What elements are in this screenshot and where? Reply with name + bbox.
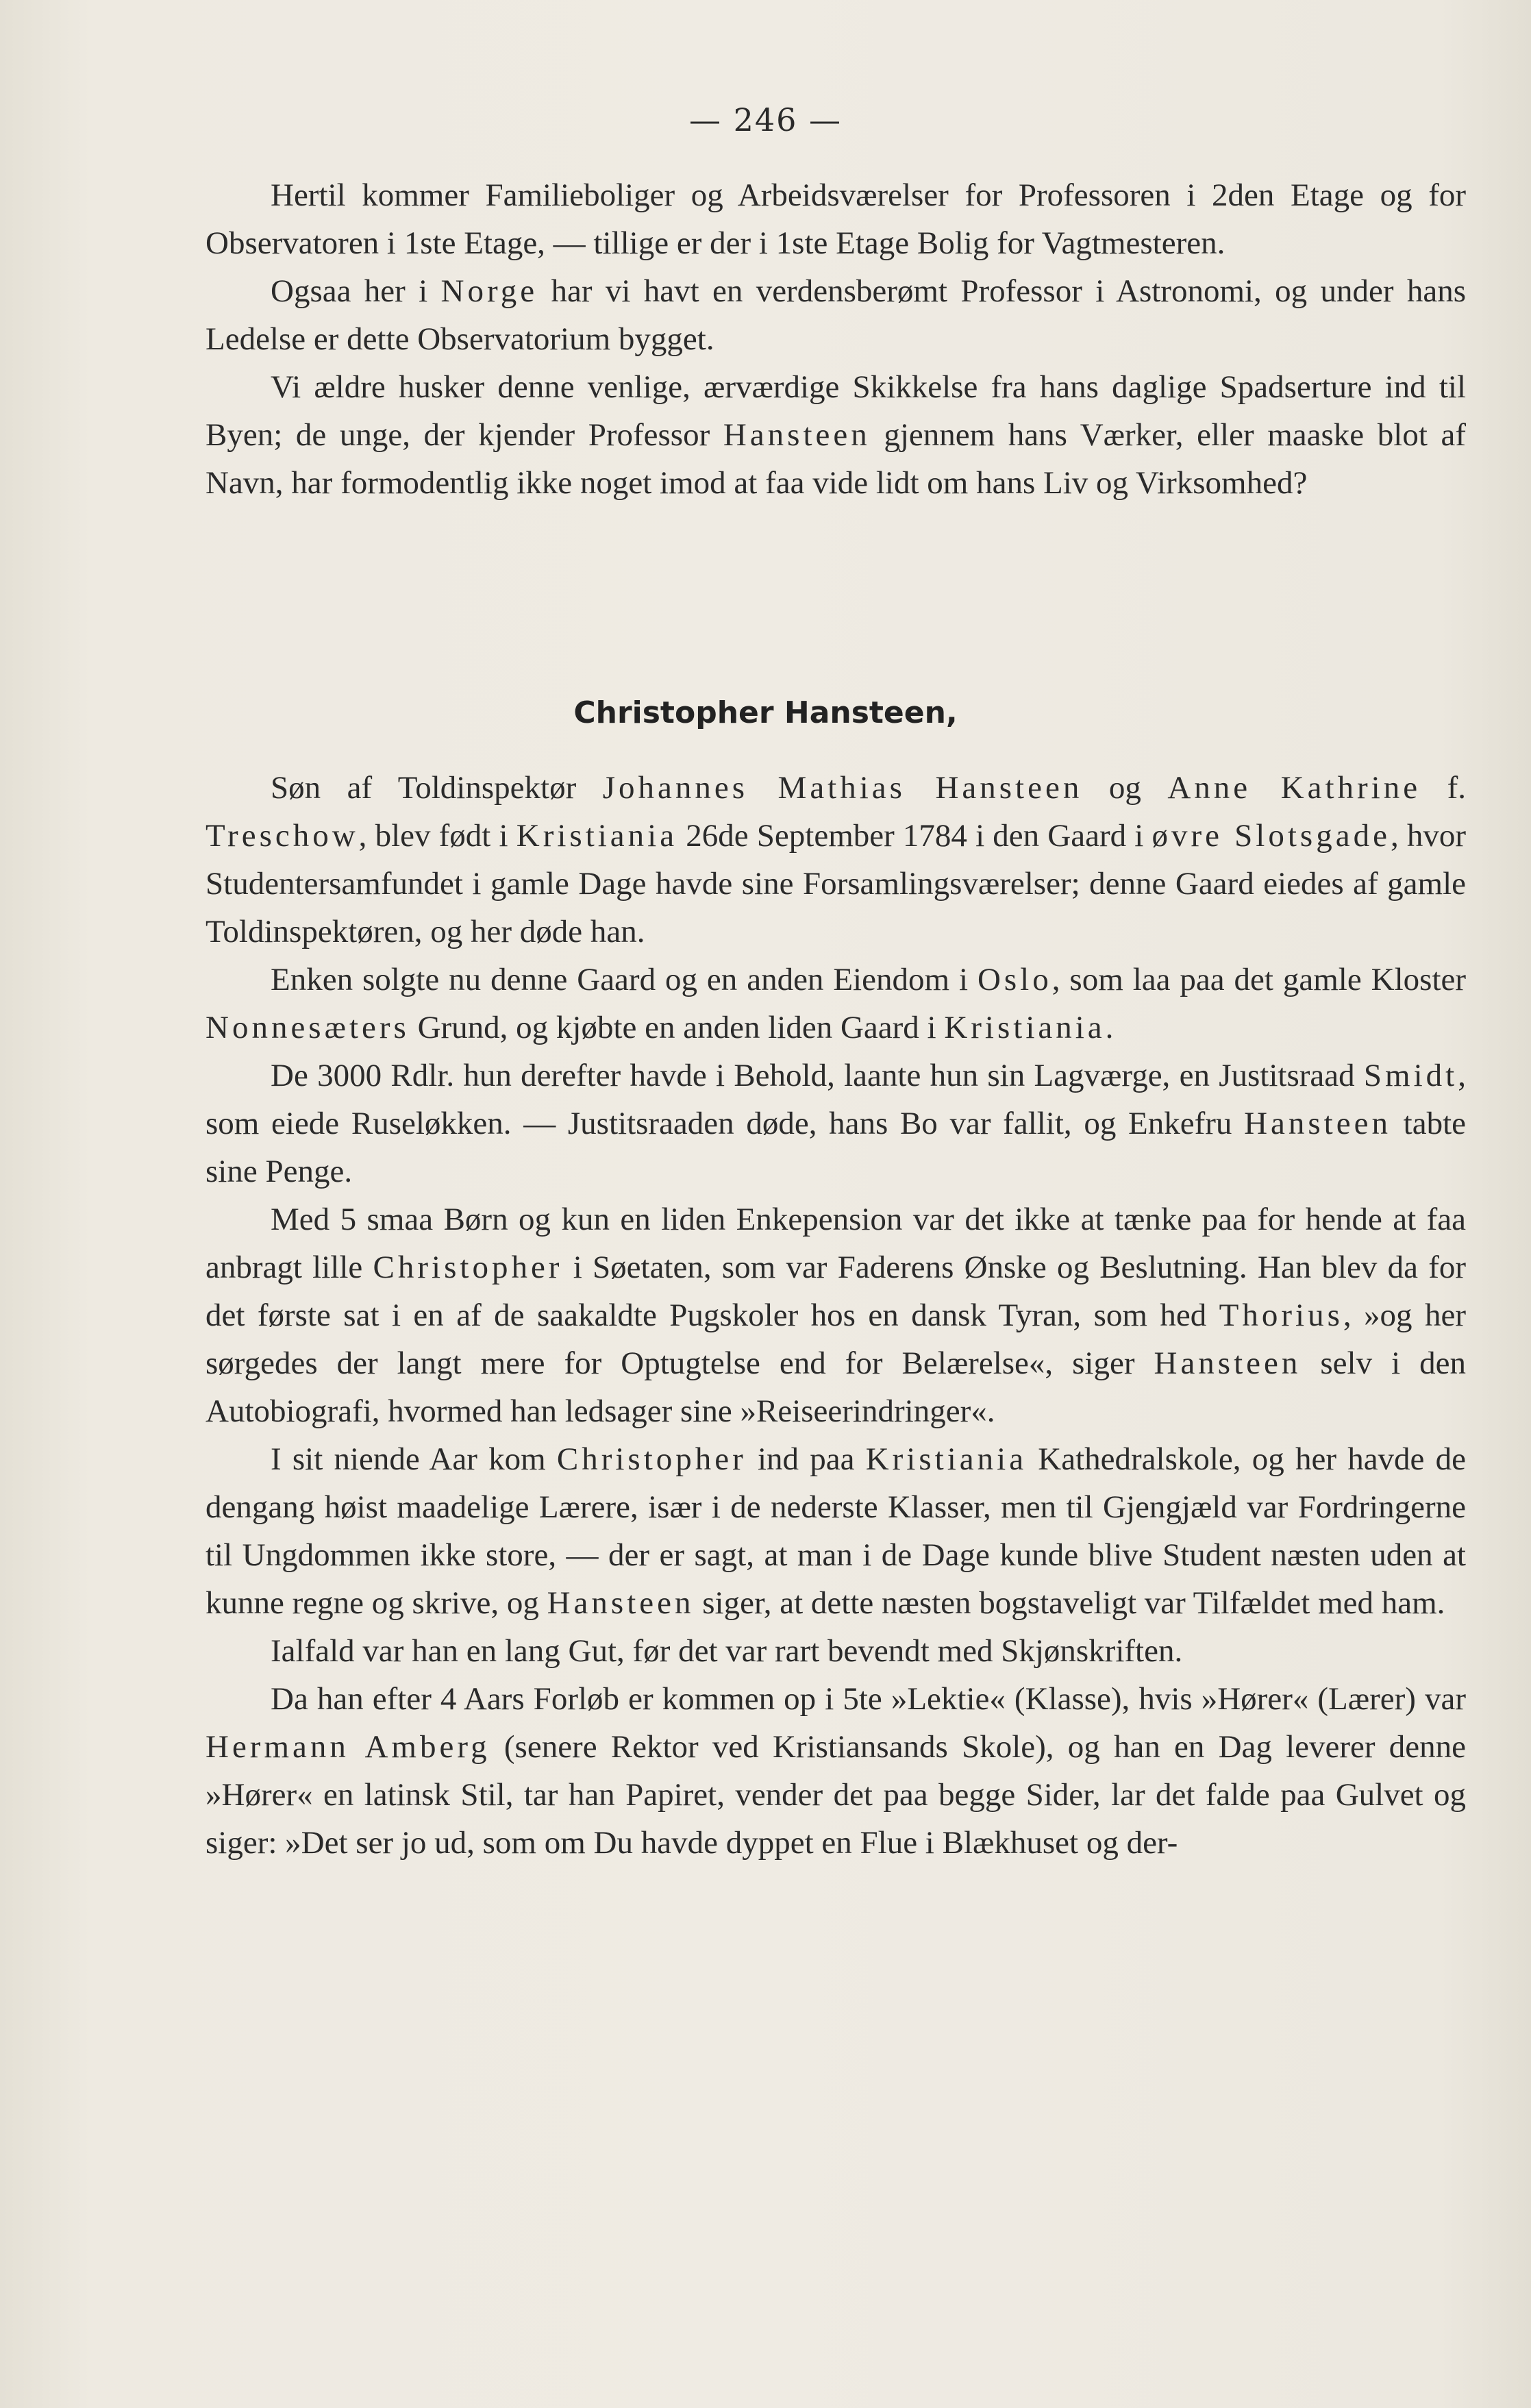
text-run: (senere Rektor ved Kristiansands Skole), og han en Dag leverer denne »Hører« en latinsk Stil, tar han Papiret, vender det paa begge Sider, lar det falde paa Gulvet og siger: »Det ser jo ud, som om Du havde dyppet en Flue i Blækhuset og der- <box>206 1729 1467 1861</box>
spaced-name-kristiania: Kristiania <box>516 818 678 854</box>
body-paragraph-3 <box>206 1052 1466 1195</box>
spaced-name-hansteen: Hansteen <box>1154 1345 1302 1381</box>
body-paragraph-4 <box>206 1195 1466 1435</box>
spaced-name-hansteen: Hansteen <box>1244 1106 1391 1141</box>
spaced-name-father: Johannes Mathias Hansteen <box>602 770 1083 806</box>
section-heading: Christopher Hansteen, <box>573 695 958 730</box>
text-run: og <box>1082 770 1168 806</box>
body-paragraph-1 <box>206 764 1466 956</box>
text-run: har vi havt en verdensberømt Professor i Astronomi, og under hans Ledelse er dette Observatorium bygget. <box>206 273 1466 357</box>
text-run: Vi ældre husker denne venlige, ærværdige Skikkelse fra hans daglige Spadserture ind til Byen; de unge, der kjender Professor <box>206 369 1466 453</box>
text-run: selv i den Autobiografi, hvormed han ledsager sine »Reiseerindringer«. <box>206 1345 1466 1429</box>
body-paragraph-5 <box>206 1435 1466 1627</box>
text-run: De 3000 Rdlr. hun derefter havde i Behold, laante hun sin Lagværge, en Justitsraad <box>271 1058 1364 1093</box>
text-run: Kathedralskole, og her havde de dengang høist maadelige Lærere, især i de nederste Klasser, men til Gjengjæld var Fordringerne til Ungdommen ikke store, — der er sagt, at man i de Dage kunde blive Student næsten uden at kunne regne og skrive, og <box>206 1441 1466 1621</box>
text-run: . <box>1105 1010 1114 1045</box>
spaced-name-oslo: Oslo <box>977 962 1052 997</box>
text-run: tabte sine Penge. <box>206 1106 1466 1189</box>
spaced-name-christopher: Christopher <box>373 1250 563 1285</box>
text-run: Ogsaa her i <box>271 273 441 309</box>
intro-paragraph-1: Hertil kommer Familieboliger og Arbeidsværelser for Professoren i 2den Etage og for Observatoren i 1ste Etage, — tillige er der i 1ste Etage Bolig for Vagtmesteren. <box>206 177 1466 261</box>
body-paragraph-2 <box>206 956 1466 1052</box>
page-number: — 246 — <box>688 101 843 138</box>
spaced-name-christopher: Christopher <box>556 1441 747 1477</box>
text-run: Grund, og kjøbte en anden liden Gaard i <box>409 1010 945 1045</box>
text-run: , blev født i <box>358 818 516 854</box>
spaced-name-kristiania: Kristiania <box>944 1010 1106 1045</box>
text-run: I sit niende Aar kom <box>271 1441 557 1477</box>
text-run: , som laa paa det gamle Kloster <box>1051 962 1467 997</box>
text-run: 26de September 1784 i den Gaard i <box>677 818 1152 854</box>
spaced-name-smidt: Smidt <box>1363 1058 1458 1093</box>
text-run: ind paa <box>746 1441 866 1477</box>
text-run: Med 5 smaa Børn og kun en liden Enkepension var det ikke at tænke paa for hende at faa anbragt lille <box>206 1202 1466 1285</box>
spaced-name-amberg: Hermann Amberg <box>206 1729 490 1765</box>
body-paragraph-7 <box>206 1675 1466 1867</box>
spaced-name-hansteen: Hansteen <box>723 417 871 453</box>
intro-section <box>206 171 1466 507</box>
spaced-name-thorius: Thorius <box>1219 1298 1343 1333</box>
text-run: Da han efter 4 Aars Forløb er kommen op i 5te »Lektie« (Klasse), hvis »Hører« (Lærer) var <box>271 1681 1466 1717</box>
text-run: f. <box>1421 770 1466 806</box>
spaced-name-mother: Anne Kathrine <box>1167 770 1421 806</box>
intro-paragraph-2 <box>206 267 1466 363</box>
text-run: , hvor Studentersamfundet i gamle Dage havde sine Forsamlingsværelser; denne Gaard eiedes af gamle Toldinspektøren, og her døde han. <box>206 818 1466 949</box>
spaced-name-treschow: Treschow <box>206 818 359 854</box>
text-run: Søn af Toldinspektør <box>271 770 603 806</box>
spaced-name-norge: Norge <box>440 273 538 309</box>
spaced-name-nonnesaeters: Nonnesæters <box>206 1010 410 1045</box>
spaced-name-kristiania: Kristiania <box>865 1441 1028 1477</box>
text-run: siger, at dette næsten bogstaveligt var Tilfældet med ham. <box>694 1585 1445 1621</box>
text-run: gjennem hans Værker, eller maaske blot af Navn, har formodentlig ikke noget imod at faa vide lidt om hans Liv og Virksomhed? <box>206 417 1467 501</box>
body-paragraph-6: Ialfald var han en lang Gut, før det var rart bevendt med Skjønskriften. <box>271 1633 1183 1669</box>
intro-paragraph-3 <box>206 363 1466 507</box>
text-run: , »og her sørgedes der langt mere for Optugtelse end for Belærelse«, siger <box>206 1298 1467 1381</box>
spaced-name-hansteen: Hansteen <box>547 1585 695 1621</box>
text-run: i Søetaten, som var Faderens Ønske og Beslutning. Han blev da for det første sat i en af de saakaldte Pugskoler hos en dansk Tyran, som hed <box>206 1250 1466 1333</box>
biography-section <box>206 764 1466 1867</box>
text-run: Enken solgte nu denne Gaard og en anden Eiendom i <box>271 962 978 997</box>
text-run: , som eiede Ruseløkken. — Justitsraaden døde, hans Bo var fallit, og Enkefru <box>206 1058 1466 1141</box>
spaced-name-slotsgade: øvre Slotsgade <box>1152 818 1391 854</box>
